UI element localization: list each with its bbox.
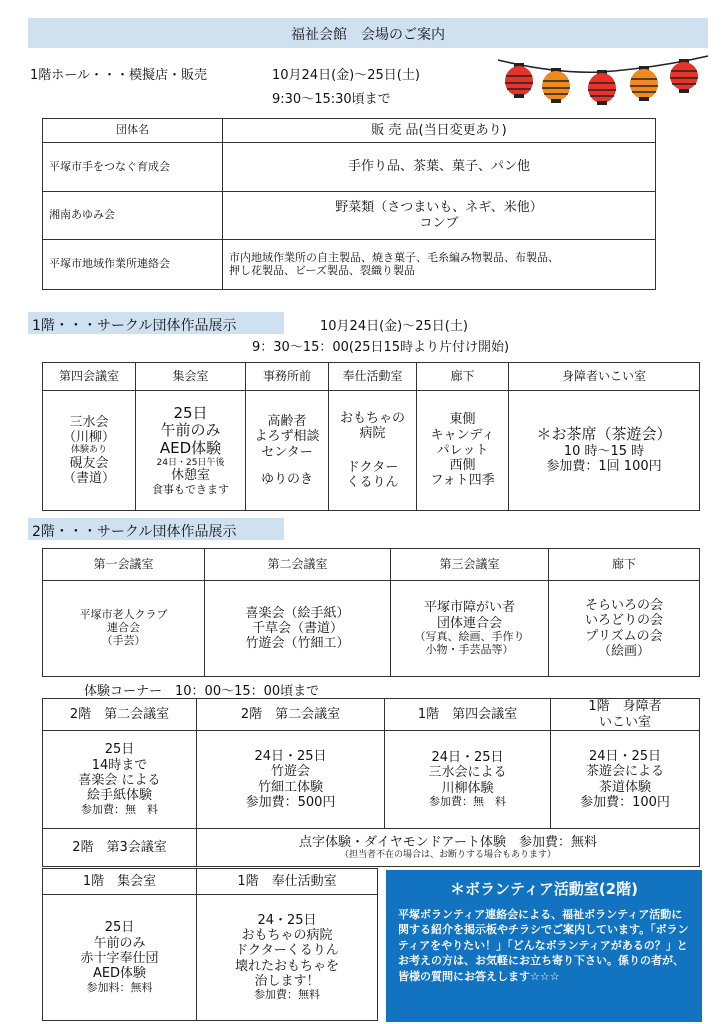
- experience-bottom-table: [42, 868, 378, 1021]
- braille-cell: 点字体験・ダイヤモンドアート体験 参加費：無料 （担当者不在の場合は、お断りする場合もあります）: [197, 829, 700, 867]
- header-room: 廊下: [417, 363, 509, 391]
- sale-items: 手作り品、茶葉、菓子、パン他: [223, 143, 656, 192]
- experience-heading: 体験コーナー 10：00～15：00頃まで: [84, 684, 320, 699]
- header-room: 第一会議室: [43, 549, 205, 581]
- room-cell: そらいろの会 いろどりの会 プリズムの会 （絵画）: [549, 581, 700, 677]
- table-row: [43, 391, 700, 511]
- table-row: [43, 829, 700, 867]
- lantern-icon: [542, 68, 570, 103]
- header-room: 1階 第四会議室: [385, 699, 551, 731]
- sale-items: 野菜類（さつまいも、ネギ、米他） コンブ: [223, 192, 656, 240]
- room3-label: 2階 第3会議室: [43, 829, 197, 867]
- room-cell: 25日 午前のみ AED体験 24日・25日午後 休憩室 食事もできます: [136, 391, 246, 511]
- sale-dates: 10月24日(金)～25日(土): [272, 68, 420, 83]
- sale-heading: 1階ホール・・・模擬店・販売: [30, 68, 208, 83]
- header-room: 集会室: [136, 363, 246, 391]
- header-room: 第二会議室: [205, 549, 391, 581]
- volunteer-title: ＊ボランティア活動室(2階): [450, 880, 638, 898]
- table-row: [43, 143, 656, 192]
- room-cell: 東側 キャンディ パレット 西側 フォト四季: [417, 391, 509, 511]
- sale-time: 9:30～15:30頃まで: [272, 92, 391, 107]
- org-name: 湘南あゆみ会: [43, 192, 223, 240]
- header-room: 1階 身障者 いこい室: [551, 699, 700, 731]
- experience-cell: 24・25日 おもちゃの病院 ドクターくるりん 壊れたおもちゃを 治します！ 参加費：無料: [197, 895, 378, 1021]
- room-cell: 三水会 （川柳） 体験あり 硯友会 （書道）: [43, 391, 136, 511]
- experience-cell: 25日 午前のみ 赤十字奉仕団 AED体験 参加料：無料: [43, 895, 197, 1021]
- header-room: 1階 奉仕活動室: [197, 869, 378, 895]
- room-cell: 喜楽会（絵手紙） 千草会（書道） 竹遊会（竹細工）: [205, 581, 391, 677]
- floor1-table: [42, 362, 700, 511]
- col-org-header: 団体名: [43, 119, 223, 143]
- table-row: [43, 869, 378, 895]
- table-row: [43, 549, 700, 581]
- table-row: [43, 363, 700, 391]
- experience-table: [42, 698, 700, 867]
- header-room: 2階 第二会議室: [197, 699, 385, 731]
- room-cell: 平塚市老人クラブ 連合会 （手芸）: [43, 581, 205, 677]
- experience-cell: 24日・25日 竹遊会 竹細工体験 参加費：500円: [197, 731, 385, 829]
- org-name: 平塚市手をつなぐ育成会: [43, 143, 223, 192]
- lantern-icon: [505, 63, 533, 98]
- header-room: 奉仕活動室: [329, 363, 417, 391]
- sale-table: [42, 118, 656, 290]
- header-room: 第三会議室: [391, 549, 549, 581]
- floor2-heading: 2階・・・サークル団体作品展示: [32, 524, 237, 540]
- table-row: [43, 240, 656, 290]
- room-cell: ＊お茶席（茶遊会） 10 時～15 時 参加費：1回 100円: [509, 391, 700, 511]
- volunteer-text: 平塚ボランティア連絡会による、福祉ボランティア活動に関する紹介を掲示板やチラシでご案内しています。「ボランティアをやりたい！」「どんなボランティアがあるの？」とお考えの方は、お気軽にお立ち寄り下さい。係りの者が、皆様の質問にお答えします☆☆☆: [398, 908, 689, 983]
- header-room: 身障者いこい室: [509, 363, 700, 391]
- lantern-icon: [630, 66, 658, 101]
- room-cell: おもちゃの 病院 ドクター くるりん: [329, 391, 417, 511]
- org-name: 平塚市地域作業所連絡会: [43, 240, 223, 290]
- header-room: 事務所前: [246, 363, 329, 391]
- room-cell: 高齢者 よろず相談 センター ゆりのき: [246, 391, 329, 511]
- table-row: [43, 192, 656, 240]
- table-row: [43, 581, 700, 677]
- table-row: [43, 699, 700, 731]
- lantern-icon: [588, 70, 616, 105]
- col-items-header: 販 売 品(当日変更あり): [223, 119, 656, 143]
- floor1-dates: 10月24日(金)～25日(土): [320, 319, 468, 334]
- experience-cell: 25日 14時まで 喜楽会 による 絵手紙体験 参加費：無 料: [43, 731, 197, 829]
- header-room: 2階 第二会議室: [43, 699, 197, 731]
- floor1-heading: 1階・・・サークル団体作品展示: [32, 318, 237, 334]
- header-room: 第四会議室: [43, 363, 136, 391]
- table-row: [43, 731, 700, 829]
- lantern-icon: [670, 59, 698, 93]
- lantern-icons: [496, 50, 710, 110]
- room-cell: 平塚市障がい者 団体連合会 （写真、絵画、手作り 小物・手芸品等）: [391, 581, 549, 677]
- header-room: 廊下: [549, 549, 700, 581]
- experience-cell: 24日・25日 三水会による 川柳体験 参加費：無 料: [385, 731, 551, 829]
- floor2-table: [42, 548, 700, 677]
- experience-cell: 24日・25日 茶遊会による 茶道体験 参加費：100円: [551, 731, 700, 829]
- header-room: 1階 集会室: [43, 869, 197, 895]
- table-row: [43, 119, 656, 143]
- page-title: 福祉会館 会場のご案内: [291, 27, 445, 43]
- table-row: [43, 895, 378, 1021]
- floor1-time: 9：30～15：00(25日15時より片付け開始): [252, 340, 510, 355]
- volunteer-box: [386, 870, 702, 1022]
- sale-items: 市内地域作業所の自主製品、焼き菓子、毛糸編み物製品、布製品、 押し花製品、ビーズ製品、裂織り製品: [223, 240, 656, 290]
